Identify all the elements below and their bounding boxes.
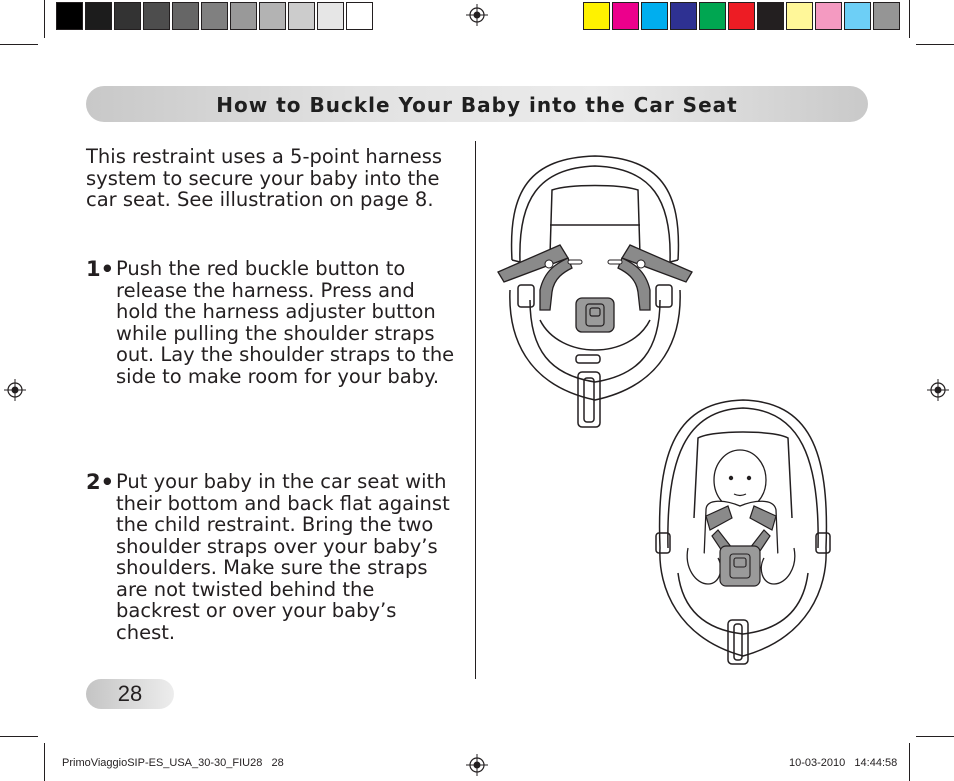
color-swatch bbox=[317, 2, 344, 30]
color-swatch bbox=[172, 2, 199, 30]
crop-mark bbox=[0, 736, 38, 737]
car-seat-illustration-empty bbox=[490, 150, 700, 430]
color-swatch bbox=[844, 2, 871, 30]
registration-mark-icon bbox=[466, 4, 488, 26]
footer-file-label: PrimoViaggioSIP-ES_USA_30-30_FIU28 28 bbox=[62, 757, 284, 769]
crop-mark bbox=[916, 736, 954, 737]
color-swatch bbox=[873, 2, 900, 30]
color-swatch bbox=[786, 2, 813, 30]
color-swatch bbox=[670, 2, 697, 30]
color-swatch bbox=[143, 2, 170, 30]
color-swatch bbox=[56, 2, 83, 30]
color-swatch bbox=[815, 2, 842, 30]
crop-mark bbox=[44, 743, 45, 781]
step-2-number: 2• bbox=[86, 470, 115, 494]
color-swatch bbox=[85, 2, 112, 30]
column-divider bbox=[475, 141, 476, 679]
registration-mark-icon bbox=[466, 754, 488, 776]
color-swatch bbox=[699, 2, 726, 30]
step-1-number: 1• bbox=[86, 257, 115, 281]
color-swatch bbox=[346, 2, 373, 30]
color-swatch bbox=[757, 2, 784, 30]
page-number: 28 bbox=[117, 681, 143, 706]
color-swatch bbox=[114, 2, 141, 30]
crop-mark bbox=[44, 0, 45, 38]
color-swatch bbox=[641, 2, 668, 30]
crop-mark bbox=[916, 44, 954, 45]
color-swatch bbox=[728, 2, 755, 30]
color-swatch bbox=[612, 2, 639, 30]
color-swatch bbox=[201, 2, 228, 30]
crop-mark bbox=[909, 0, 910, 38]
intro-paragraph: This restraint uses a 5-point harness system to secure your baby into the car seat. See illustration on page 8. bbox=[86, 145, 443, 211]
color-swatch bbox=[288, 2, 315, 30]
color-swatch bbox=[259, 2, 286, 30]
registration-mark-icon bbox=[4, 379, 26, 401]
registration-mark-icon bbox=[927, 379, 949, 401]
page-number-pill bbox=[86, 679, 174, 709]
footer-timestamp: 10-03-2010 14:44:58 bbox=[789, 757, 898, 769]
page-title: How to Buckle Your Baby into the Car Seat bbox=[216, 93, 738, 117]
car-seat-illustration-with-baby bbox=[648, 398, 838, 666]
crop-mark bbox=[0, 44, 38, 45]
step-2-text: Put your baby in the car seat with their bottom and back flat against the child restraint. Bring the two shoulder straps over your baby’s shoulders. Make sure the straps are not twisted behind the backrest or over your baby’s chest. bbox=[116, 470, 450, 644]
crop-mark bbox=[909, 743, 910, 781]
color-swatch bbox=[230, 2, 257, 30]
title-bar bbox=[86, 86, 868, 122]
step-1-text: Push the red buckle button to release the harness. Press and hold the harness adjuster button while pulling the shoulder straps out. Lay the shoulder straps to the side to make room for your baby. bbox=[116, 257, 455, 388]
color-swatch bbox=[583, 2, 610, 30]
